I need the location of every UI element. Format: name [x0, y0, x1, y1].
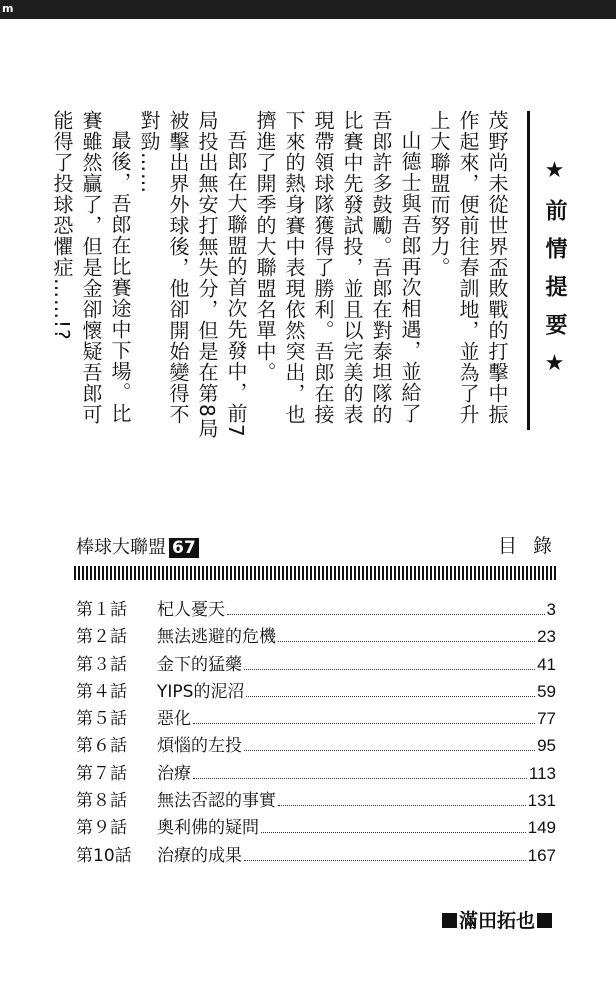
chapter-title: 煩惱的左投: [157, 736, 242, 757]
toc-heading: 目錄: [498, 535, 569, 557]
dot-leader: [246, 695, 535, 697]
chapter-title: 治療的成果: [157, 845, 242, 866]
chapter-title: 奧利佛的疑問: [157, 818, 259, 839]
chapter-number: 第７話: [76, 763, 127, 784]
volume-badge: 67: [169, 538, 199, 558]
dot-leader: [278, 640, 535, 642]
chapter-page: 95: [537, 736, 556, 756]
chapter-title: 無法逃避的危機: [157, 627, 276, 648]
toc-row[interactable]: [76, 653, 556, 680]
toc-row[interactable]: [76, 844, 556, 871]
chapter-title: 杞人憂天: [157, 600, 225, 620]
chapter-number: 第５話: [76, 709, 127, 730]
dot-leader: [278, 804, 526, 806]
chapter-page: 77: [537, 709, 556, 729]
chapter-number: 第６話: [76, 736, 127, 757]
toc-row[interactable]: [76, 680, 556, 707]
chapter-number: 第４話: [76, 681, 127, 702]
previous-story-text: [50, 110, 511, 440]
dot-leader: [193, 777, 527, 779]
toc-row[interactable]: [76, 816, 556, 843]
chapter-number: 第２話: [76, 627, 127, 648]
toc-row[interactable]: [76, 789, 556, 816]
dot-leader: [244, 668, 535, 670]
toc-row[interactable]: [76, 625, 556, 652]
dot-leader: [244, 859, 526, 861]
chapter-page: 23: [537, 627, 556, 647]
previous-story-heading: ★前情提要★: [542, 158, 567, 392]
dot-leader: [193, 722, 535, 724]
chapter-page: 59: [537, 681, 556, 701]
toc-row[interactable]: [76, 598, 556, 625]
chapter-number: 第９話: [76, 818, 127, 839]
barcode-divider: [74, 566, 556, 580]
author-credit: [440, 908, 554, 934]
chapter-page: 149: [527, 818, 556, 838]
story-paragraph: 吾郎在大聯盟的首次先發中，前7局投出無安打無失分，但是在第8局被擊出界外球後，他卻開始變得不對勁……: [137, 110, 248, 439]
chapter-page: 41: [537, 654, 556, 674]
toc-row[interactable]: [76, 734, 556, 761]
chapter-page: 131: [527, 791, 556, 811]
toc-row[interactable]: [76, 707, 556, 734]
chapter-number: 第８話: [76, 791, 127, 812]
series-name: 棒球大聯盟: [76, 537, 166, 558]
chapter-title: 惡化: [157, 709, 191, 730]
author-name: 滿田拓也: [459, 910, 536, 932]
square-mark-icon: [442, 913, 457, 928]
story-paragraph: 山德士與吾郎再次相遇，並給了吾郎許多鼓勵。吾郎在對泰坦隊的比賽中先發試投，並且以完美的表現帶領球隊獲得了勝利。吾郎在接下來的熱身賽中表現依然突出，也擠進了開季的大聯盟名單中。: [253, 110, 422, 425]
chapter-title: 金下的猛藥: [157, 654, 242, 675]
chapter-page: 113: [528, 763, 556, 783]
series-title: [76, 536, 199, 560]
story-paragraph: 茂野尚未從世界盃敗戰的打擊中振作起來，便前往春訓地，並為了升上大聯盟而努力。: [427, 110, 509, 425]
dot-leader: [261, 831, 526, 833]
chapter-number: 第１話: [76, 600, 127, 620]
top-bar-text: m: [2, 2, 14, 15]
toc-row[interactable]: [76, 762, 556, 789]
story-paragraph: 最後，吾郎在比賽途中下場。比賽雖然贏了，但是金卻懷疑吾郎可能得了投球恐懼症……!?: [50, 110, 132, 425]
dot-leader: [227, 613, 545, 615]
chapter-page: 167: [527, 845, 556, 865]
chapter-title: YIPS的泥沼: [157, 681, 245, 702]
chapter-number: 第３話: [76, 654, 127, 675]
table-of-contents: [76, 598, 556, 871]
chapter-number: 第10話: [76, 845, 132, 866]
dot-leader: [244, 749, 535, 751]
square-mark-icon: [537, 913, 552, 928]
top-bar: [0, 0, 616, 19]
chapter-title: 治療: [157, 763, 191, 784]
story-divider: [527, 111, 530, 430]
chapter-page: 3: [546, 600, 556, 619]
chapter-title: 無法否認的事實: [157, 791, 276, 812]
